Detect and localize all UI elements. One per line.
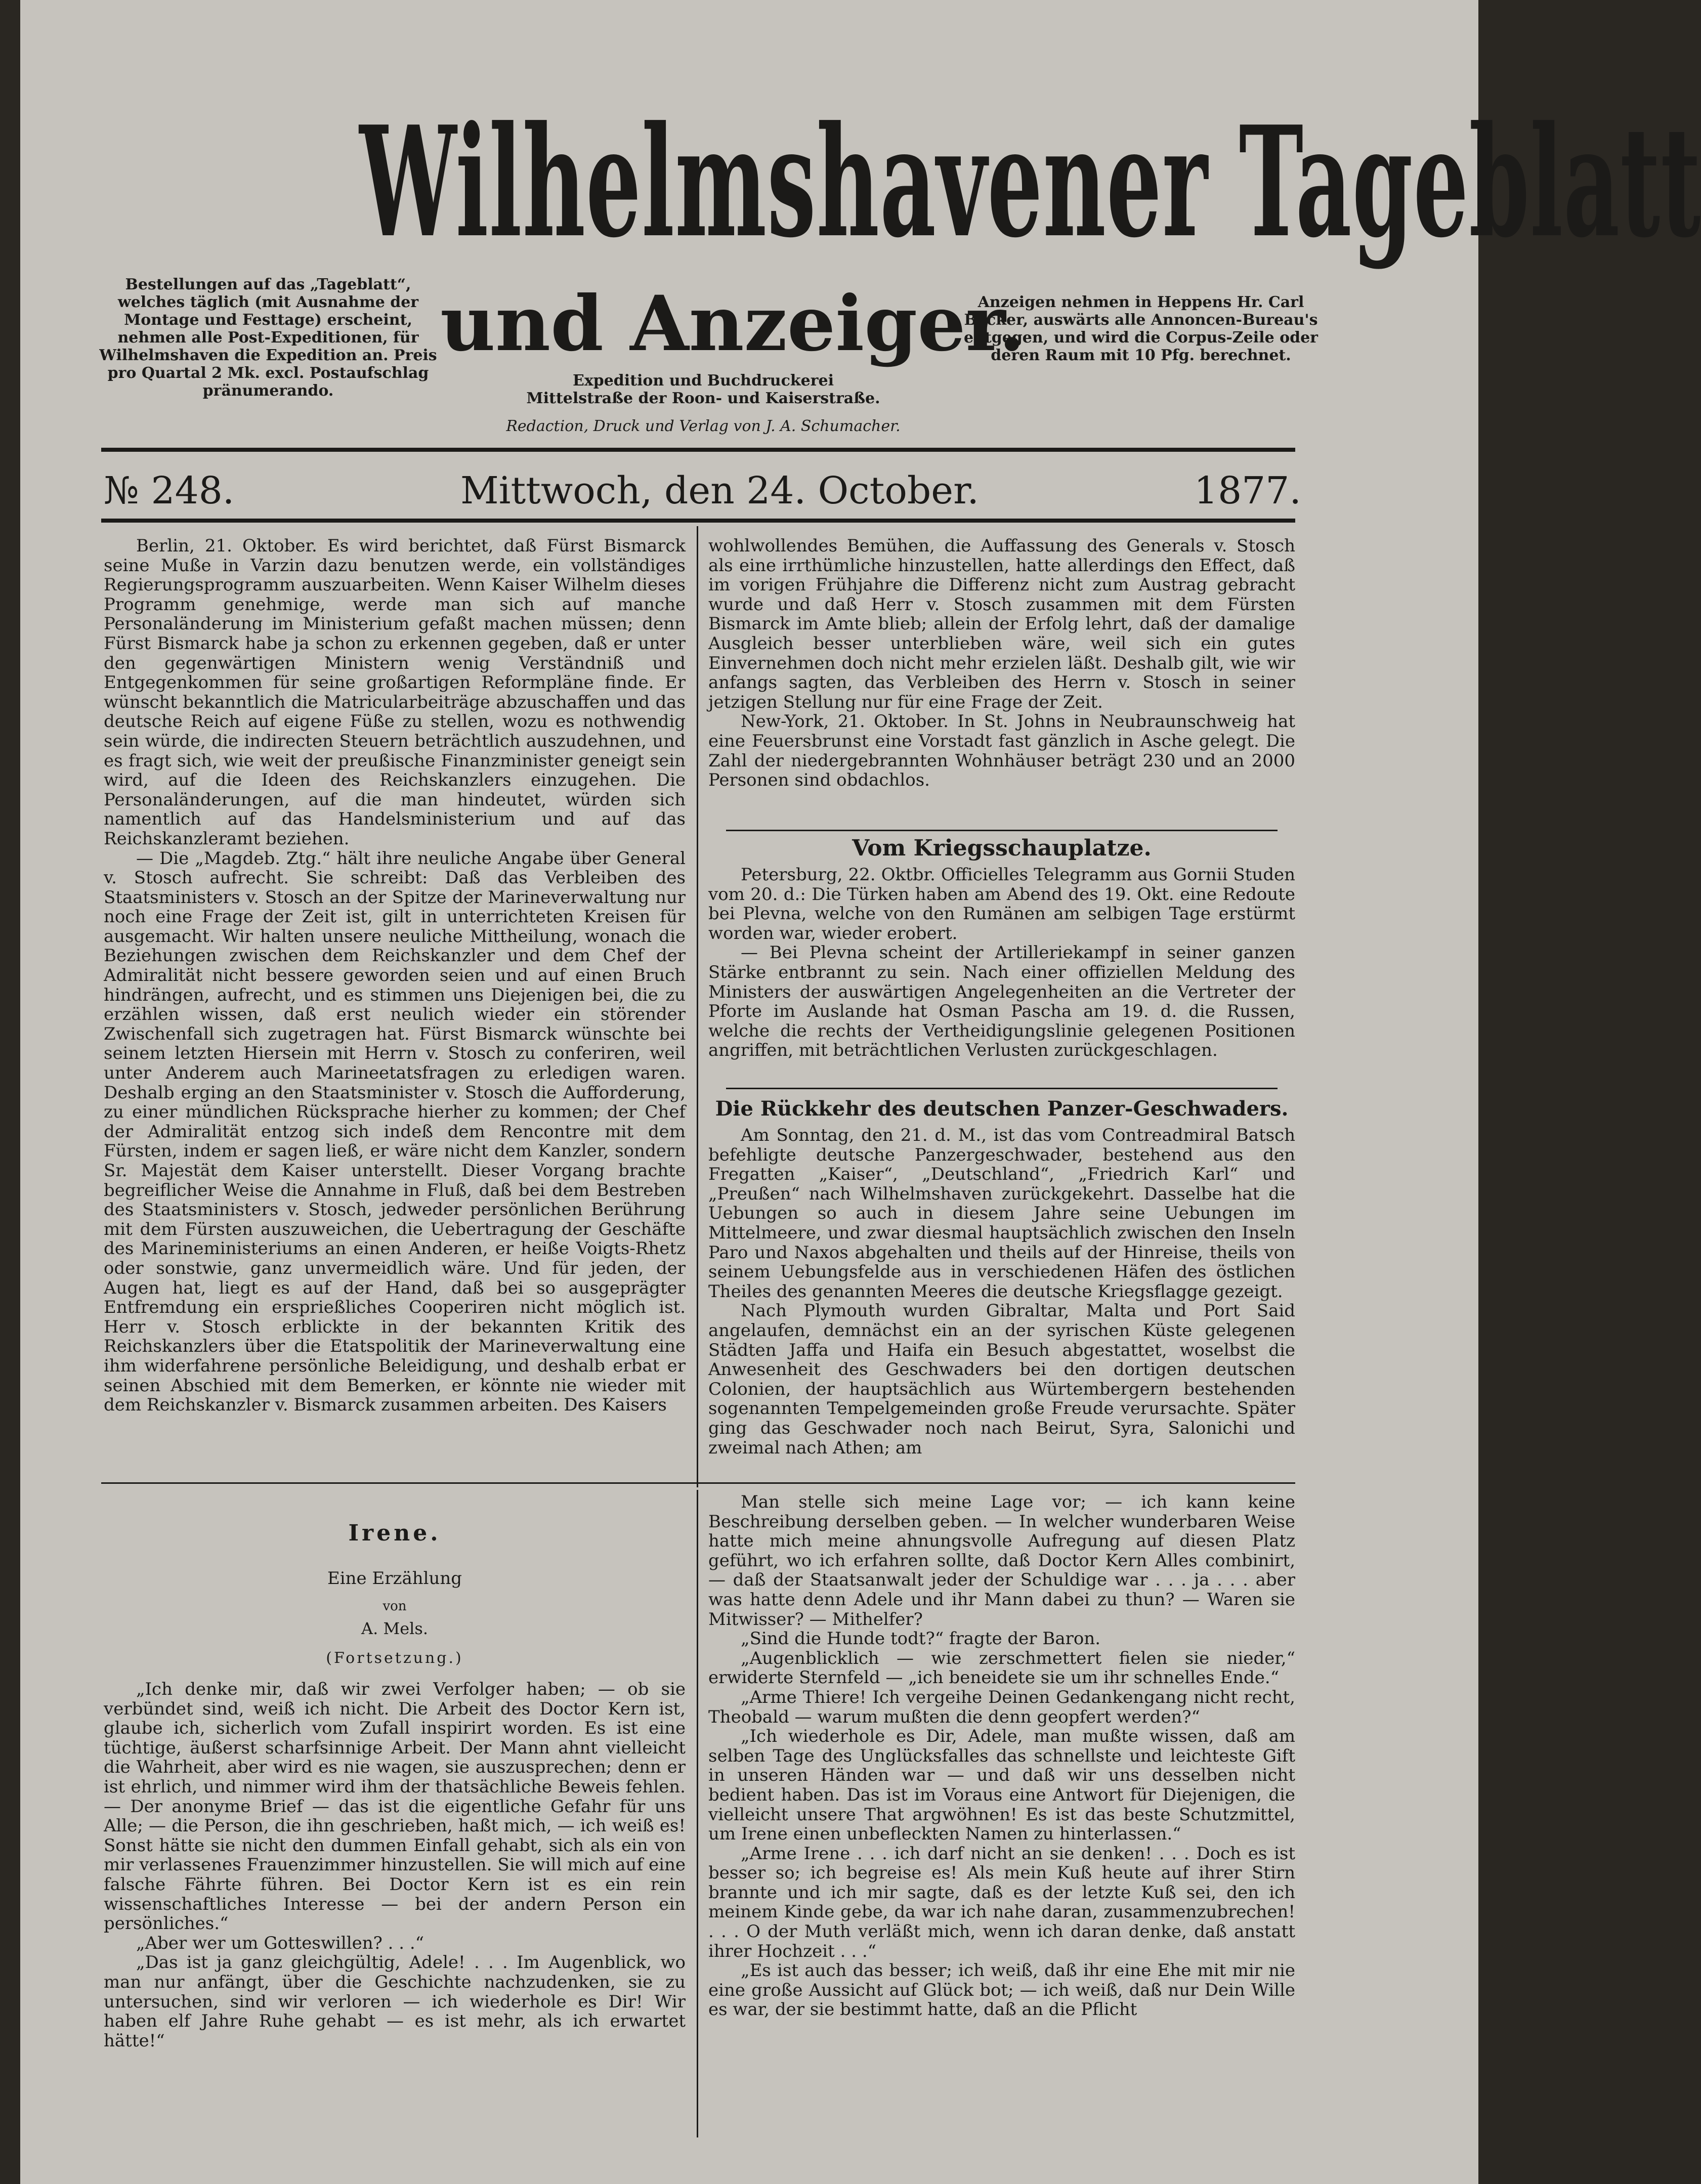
article-continuation: wohlwollendes Bemühen, die Auffassung des Generals v. Stosch als eine irrthümliche hinzustellen, hatte allerdings den Effect, daß im vorigen Frühjahre die Differenz nicht zum Austrag gebracht wurde und daß Herr v. Stosch zusammen mit dem Fürsten Bismarck im Amte blieb; allein der Erfolg lehrt, daß der damalige Ausgleich besser unterblieben wäre, weil sich ein gutes Einvernehmen doch nicht mehr erzielen läßt. Deshalb gilt, wie wir anfangs sagten, das Verbleiben des Herrn v. Stosch in seiner jetzigen Stellung nur für eine Frage der Zeit.	[708, 536, 1295, 712]
feuilleton-divider	[697, 1490, 698, 2137]
story-right-p1: Man stelle sich meine Lage vor; — ich kann keine Beschreibung derselben geben. — In welcher wunderbaren Weise hatte mich meine ahnungsvolle Aufregung auf diesen Platz geführt, wo ich erfahren sollte, daß Doctor Kern Alles combinirt, — daß der Staatsanwalt jeder der Schuldige war . . . ja . . . aber was hatte denn Adele und ihr Mann dabei zu thun? — Waren sie Mitwisser? — Mithelfer?	[708, 1492, 1295, 1630]
article-new-york: New-York, 21. Oktober. In St. Johns in Neubraunschweig hat eine Feuersbrunst eine Vorstadt fast gänzlich in Asche gelegt. Die Zahl der niedergebrannten Wohnhäuser beträgt 230 und an 2000 Personen sind obdachlos.	[708, 711, 1295, 791]
story-right-p3: „Augenblicklich — wie zerschmettert fielen sie nieder,“ erwiderte Sternfeld — „ich beneidete sie um ihr schnelles Ende.“	[708, 1648, 1295, 1688]
war-plevna: — Bei Plevna scheint der Artilleriekampf in seiner ganzen Stärke entbrannt zu sein. Nach einer offiziellen Meldung des Ministers der auswärtigen Angelegenheiten an die Vertreter der Pforte im Auslande hat Osman Pascha am 19. d. die Russen, welche die rechts der Vertheidigungslinie gelegenen Positionen angriffen, mit beträchtlichen Verlusten zurückgeschlagen.	[708, 943, 1295, 1061]
center-notice-1: Expedition und Buchdruckerei Mittelstraße der Roon- und Kaiserstraße.	[526, 372, 880, 407]
story-right-p2: „Sind die Hunde todt?“ fragte der Baron.	[741, 1629, 1101, 1649]
story-left-p3: „Das ist ja ganz gleichgültig, Adele! . . . Im Augenblick, wo man nur anfängt, über die Geschichte nachzudenken, sie zu untersuchen, sind wir verloren — ich wiederhole es Dir! Wir haben elf Jahre Ruhe gehabt — es ist mehr, als ich erwartet hätte!“	[104, 1952, 686, 2051]
squadron-rule	[726, 1088, 1278, 1089]
article-berlin: Berlin, 21. Oktober. Es wird berichtet, daß Fürst Bismarck seine Muße in Varzin dazu benutzen werde, ein vollständiges Regierungsprogramm auszuarbeiten. Wenn Kaiser Wilhelm dieses Programm genehmige, werde man sich auf manche Personaländerung im Ministerium gefaßt machen müssen; denn Fürst Bismarck habe ja schon zu erkennen gegeben, daß er unter den gegenwärtigen Ministern wenig Verständniß und Entgegenkommen für seine großartigen Reformpläne finde. Er wünscht bekanntlich die Matricularbeiträge abzuschaffen und das deutsche Reich auf eigene Füße zu stellen, wozu es nothwendig sein würde, die indirecten Steuern beträchtlich auszudehnen, und es fragt sich, wie weit der preußische Finanzminister geneigt sein wird, auf die Ideen des Reichskanzlers einzugehen. Die Personaländerungen, auf die man hindeutet, würden sich namentlich auf das Handelsministerium und auf das Reichskanzleramt beziehen.	[104, 536, 686, 849]
war-petersburg: Petersburg, 22. Oktbr. Officielles Telegramm aus Gornii Studen vom 20. d.: Die Türken haben am Abend des 19. Okt. eine Redoute bei Plevna, welche von den Rumänen am selbigen Tage erstürmt worden war, wieder erobert.	[708, 865, 1295, 944]
center-notice-2: Redaction, Druck und Verlag von J. A. Schumacher.	[506, 417, 901, 435]
squadron-p2: Nach Plymouth wurden Gibraltar, Malta und Port Said angelaufen, demnächst ein an der syrischen Küste gelegenen Städten Jaffa und Haifa ein Besuch abgestattet, woselbst die Anwesenheit des Geschwaders bei den dortigen deutschen Colonien, der hauptsächlich aus Würtembergern bestehenden sogenannten Tempelgemeinden große Freude verursachte. Später ging das Geschwader noch nach Beirut, Syra, Salonichi und zweimal nach Athen; am	[708, 1301, 1295, 1458]
squadron-heading: Die Rückkehr des deutschen Panzer-Geschwaders.	[715, 1097, 1289, 1121]
right-notice: Anzeigen nehmen in Heppens Hr. Carl Becker, auswärts alle Annoncen-Bureau's entgegen, und wird die Corpus-Zeile oder deren Raum mit 10 Pfg. berechnet.	[964, 293, 1318, 364]
story-title: Irene.	[348, 1520, 441, 1546]
story-subtitle: Eine Erzählung	[327, 1568, 462, 1589]
story-right-p4: „Arme Thiere! Ich vergeihe Deinen Gedankengang nicht recht, Theobald — warum mußten die denn geopfert werden?“	[708, 1687, 1295, 1727]
dateline-rule	[101, 519, 1295, 523]
story-by: von	[382, 1599, 407, 1614]
squadron-section	[708, 1126, 1295, 1458]
story-right-p5: „Ich wiederhole es Dir, Adele, man mußte wissen, daß am selben Tage des Unglücksfalles das schnellste und leichteste Gift in unseren Händen war — und daß wir uns desselben nicht bedient haben. Das ist im Voraus eine Antwort für Diejenigen, die vielleicht unsere That argwöhnen! Es ist das beste Schutzmittel, um Irene einen unbefleckten Namen zu hinterlassen.“	[708, 1726, 1295, 1845]
story-continuation: (Fortsetzung.)	[326, 1649, 463, 1667]
story-author: A. Mels.	[361, 1619, 428, 1638]
masthead-rule-top	[101, 448, 1295, 452]
masthead-subtitle: und Anzeiger.	[440, 279, 1026, 368]
left-column	[104, 536, 686, 1415]
war-section	[708, 865, 1295, 1060]
masthead-wrapper	[96, 93, 1701, 271]
left-notice: Bestellungen auf das „Tageblatt“, welches täglich (mit Ausnahme der Montage und Festtage) erscheint, nehmen alle Post-Expeditionen, für Wilhelmshaven die Expedition an. Preis pro Quartal 2 Mk. excl. Postaufschlag pränumerando.	[99, 276, 437, 400]
story-right-p6: „Arme Irene . . . ich darf nicht an sie denken! . . . Doch es ist besser so; ich begreise es! Als mein Kuß heute auf ihrer Stirn brannte und ich mir sagte, daß es der letzte Kuß sei, den ich meinem Kinde gebe, da war ich nahe daran, zusammenzubrechen! . . . O der Muth verläßt mich, wenn ich daran denke, daß anstatt ihrer Hochzeit . . .“	[708, 1843, 1295, 1961]
issue-number: № 248.	[104, 469, 235, 512]
story-left-p1: „Ich denke mir, daß wir zwei Verfolger haben; — ob sie verbündet sind, weiß ich nicht. Die Arbeit des Doctor Kern ist, glaube ich, sicherlich vom Zufall inspirirt worden. Es ist eine tüchtige, äußerst scharfsinnige Arbeit. Der Mann ahnt vielleicht die Wahrheit, aber wird es nie wagen, sie auszusprechen; denn er ist ehrlich, und nimmer wird ihm der thatsächliche Beweis fehlen. — Der anonyme Brief — das ist die eigentliche Gefahr für uns Alle; — die Person, die ihn geschrieben, haßt mich, — ich weiß es! Sonst hätte sie nicht den dummen Einfall gehabt, sich als ein von mir verlassenes Frauenzimmer hinzustellen. Sie will mich auf eine falsche Fährte führen. Bei Doctor Kern ist es ein rein wissenschaftliches Interesse — bei der andern Person ein persönliches.“	[104, 1679, 686, 1934]
story-right-column	[708, 1492, 1295, 2020]
column-divider	[697, 526, 698, 1487]
issue-year: 1877.	[1194, 469, 1301, 512]
war-rule	[726, 830, 1278, 831]
story-left-p2: „Aber wer um Gotteswillen? . . .“	[136, 1933, 424, 1953]
newspaper-page	[20, 0, 1701, 2184]
story-right-p7: „Es ist auch das besser; ich weiß, daß ihr eine Ehe mit mir nie eine große Aussicht auf Glück bot; — ich weiß, daß nur Dein Wille es war, der sie bestimmt hatte, daß an die Pflicht	[708, 1960, 1295, 2020]
war-heading: Vom Kriegsschauplatze.	[852, 835, 1152, 861]
feuilleton-rule	[101, 1482, 1295, 1484]
squadron-p1: Am Sonntag, den 21. d. M., ist das vom Contreadmiral Batsch befehligte deutsche Panzergeschwader, bestehend aus den Fregatten „Kaiser“, „Deutschland“, „Friedrich Karl“ und „Preußen“ nach Wilhelmshaven zurückgekehrt. Dasselbe hat die Uebungen so auch in diesem Jahre seine Uebungen im Mittelmeere, und zwar diesmal hauptsächlich zwischen den Inseln Paro und Naxos abgehalten und theils auf der Hinreise, theils von seinem Uebungsfelde aus in verschiedenen Häfen des östlichen Theiles des genannten Meeres die deutsche Kriegsflagge gezeigt.	[708, 1125, 1295, 1302]
issue-date: Mittwoch, den 24. October.	[460, 469, 979, 512]
article-magdeburg: — Die „Magdeb. Ztg.“ hält ihre neuliche Angabe über General v. Stosch aufrecht. Sie schreibt: Daß das Verbleiben des Staatsministers v. Stosch an der Spitze der Marineverwaltung nur noch eine Frage der Zeit ist, gilt in unterrichteten Kreisen für ausgemacht. Wir halten unsere neuliche Mittheilung, wonach die Beziehungen zwischen dem Reichskanzler und dem Chef der Admiralität nicht bessere geworden seien und auf einen Bruch hindrängen, aufrecht, und es stimmen uns Diejenigen bei, die zu erzählen wissen, daß erst neulich wieder ein störender Zwischenfall sich zugetragen hat. Fürst Bismarck wünschte bei seinem letzten Hiersein mit Herrn v. Stosch zu conferiren, weil unter Anderem auch Marineetatsfragen zu erledigen waren. Deshalb erging an den Staatsminister v. Stosch die Aufforderung, zu einer mündlichen Rücksprache hierher zu kommen; der Chef der Admiralität entzog sich indeß dem Rencontre mit dem Fürsten, indem er sagen ließ, er wäre nicht dem Kanzler, sondern Sr. Majestät dem Kaiser unterstellt. Dieser Vorgang brachte begreiflicher Weise die Annahme in Fluß, daß bei dem Bestreben des Staatsministers v. Stosch, jedweder persönlichen Berührung mit dem Fürsten auszuweichen, die Uebertragung der Geschäfte des Marineministeriums an einen Anderen, er heiße Voigts-Rhetz oder sonstwie, ganz unvermeidlich wäre. Und für jeden, der Augen hat, liegt es auf der Hand, daß bei so ausgeprägter Entfremdung ein ersprießliches Cooperiren nicht möglich ist. Herr v. Stosch erblickte in der bekannten Kritik des Reichskanzlers über die Etatspolitik der Marineverwaltung eine ihm widerfahrene persönliche Beleidigung, und deshalb erbat er seinen Abschied mit dem Bemerken, er könnte nie wieder mit dem Reichskanzler v. Bismarck zusammen arbeiten. Des Kaisers	[104, 848, 686, 1416]
masthead-title: Wilhelmshavener Tageblatt	[359, 93, 1701, 271]
story-left-column	[104, 1680, 686, 2050]
right-column	[708, 536, 1295, 790]
